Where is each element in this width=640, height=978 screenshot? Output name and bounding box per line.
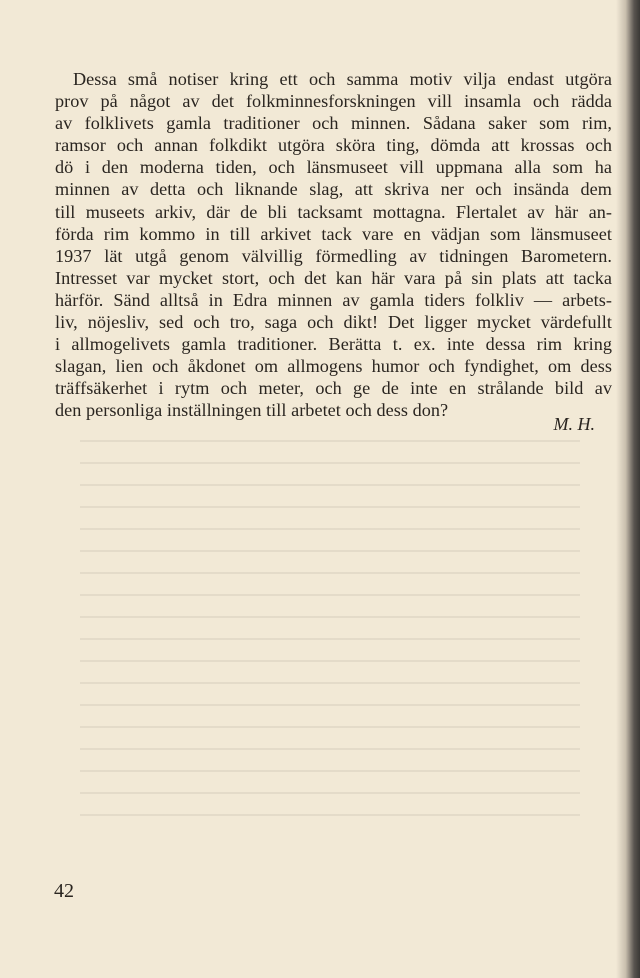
text-line: slagan, lien och åkdonet om allmogens humor och fyndighet, om dess <box>55 356 612 377</box>
text-line: Dessa små notiser kring ett och samma motiv vilja endast utgöra <box>73 69 612 89</box>
text-line: härför. Sänd alltså in Edra minnen av gamla tiders folkliv — arbets- <box>55 289 612 310</box>
text-line: prov på något av det folkminnesforskningen vill insamla och rädda <box>55 91 612 112</box>
text-line: 1937 lät utgå genom välvillig förmedling av tidningen Barometern. <box>55 245 612 266</box>
text-line: i allmogelivets gamla traditioner. Berätta t. ex. inte dessa rim kring <box>55 334 612 355</box>
show-through-text <box>80 440 580 820</box>
page-edge-shadow <box>616 0 640 978</box>
page-number: 42 <box>54 880 74 902</box>
text-line: Intresset var mycket stort, och det kan här vara på sin plats att tacka <box>55 267 612 288</box>
text-line: av folklivets gamla traditioner och minnen. Sådana saker som rim, <box>55 113 612 134</box>
text-line: ramsor och annan folkdikt utgöra sköra ting, dömda att krossas och <box>55 135 612 156</box>
text-line: till museets arkiv, där de bli tacksamt mottagna. Flertalet av här an- <box>55 201 612 222</box>
text-line: den personliga inställningen till arbetet och dess don? <box>55 400 449 421</box>
signature: M. H. <box>553 414 595 434</box>
text-line: förda rim kommo in till arkivet tack vare en vädjan som länsmuseet <box>55 223 612 244</box>
body-paragraph <box>55 68 612 422</box>
text-line: dö i den moderna tiden, och länsmuseet vill uppmana alla som ha <box>55 157 612 178</box>
text-line: liv, nöjesliv, sed och tro, saga och dikt! Det ligger mycket värdefullt <box>55 312 612 333</box>
text-line: minnen av detta och liknande slag, att skriva ner och insända dem <box>55 179 612 200</box>
text-line: träffsäkerhet i rytm och meter, och ge de inte en strålande bild av <box>55 378 612 399</box>
